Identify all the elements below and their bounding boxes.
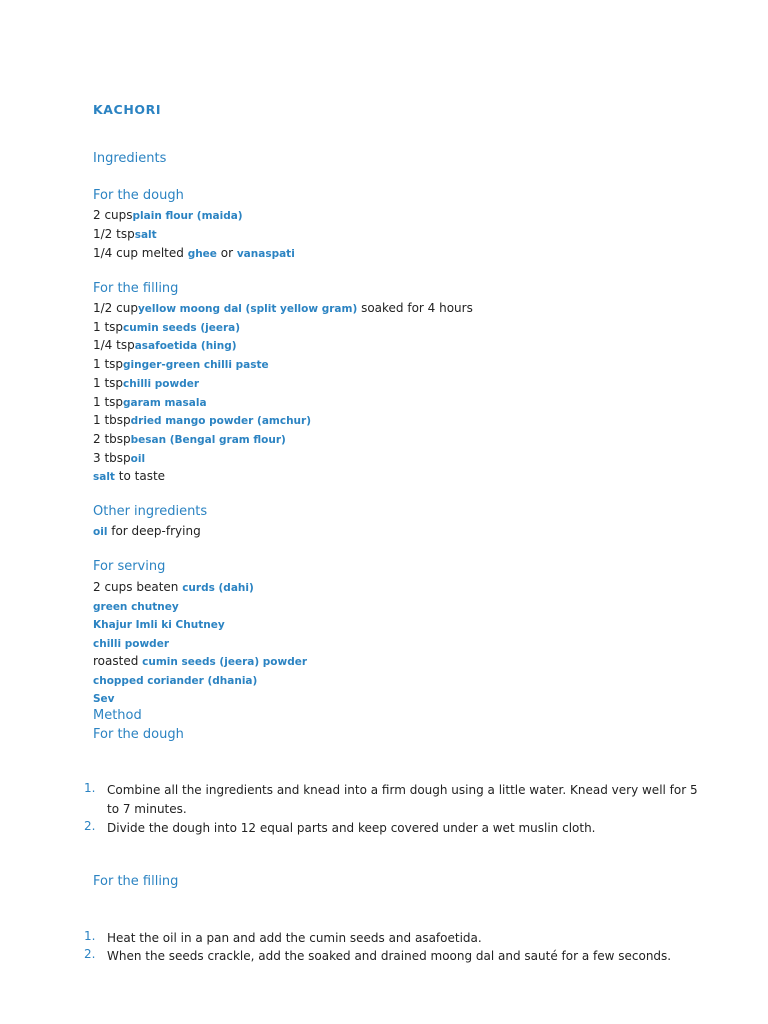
ingredient-line bbox=[93, 338, 237, 352]
step-text: Combine all the ingredients and knead into a firm dough using a little water. Knead very well for 5 to 7 minutes. bbox=[107, 783, 698, 816]
recipe-title: KACHORI bbox=[93, 102, 162, 117]
ingredient-quantity: roasted bbox=[93, 654, 143, 668]
ingredient-text: or bbox=[216, 246, 237, 260]
ingredient-link[interactable]: chilli powder bbox=[123, 377, 200, 390]
ingredient-note: soaked for 4 hours bbox=[357, 301, 473, 315]
ingredient-quantity: 1/4 tsp bbox=[93, 338, 135, 353]
ingredient-note: for deep-frying bbox=[107, 524, 201, 538]
ingredient-link[interactable]: salt bbox=[134, 229, 157, 241]
ingredient-link[interactable]: vanaspati bbox=[236, 248, 295, 260]
ingredient-link[interactable]: Khajur Imli ki Chutney bbox=[93, 619, 225, 631]
ingredient-line bbox=[93, 395, 207, 409]
ingredient-quantity: 2 cups bbox=[93, 208, 133, 222]
ingredient-quantity: 1/2 tsp bbox=[93, 227, 135, 241]
ingredient-note: to taste bbox=[114, 469, 166, 484]
ingredient-link[interactable]: curds (dahi) bbox=[182, 582, 254, 594]
ingredient-quantity: 1 tsp bbox=[93, 319, 124, 334]
ingredient-line bbox=[93, 301, 473, 315]
ingredient-link[interactable]: ginger-green chilli paste bbox=[123, 359, 269, 372]
ingredient-link[interactable]: chopped coriander (dhania) bbox=[93, 674, 258, 687]
ingredient-link[interactable]: asafoetida (hing) bbox=[134, 340, 237, 353]
serving-heading: For serving bbox=[93, 559, 166, 574]
ingredient-link[interactable]: plain flour (maida) bbox=[132, 210, 243, 222]
ingredient-quantity: 1 tbsp bbox=[93, 413, 131, 428]
method-filling-heading: For the filling bbox=[93, 874, 179, 889]
ingredient-quantity: 1 tsp bbox=[93, 375, 124, 390]
other-ingredients-heading: Other ingredients bbox=[93, 504, 208, 519]
ingredient-line bbox=[93, 617, 225, 631]
ingredient-line bbox=[93, 320, 240, 334]
ingredient-line bbox=[93, 227, 157, 241]
ingredient-link[interactable]: oil bbox=[93, 526, 108, 538]
dough-heading: For the dough bbox=[93, 188, 184, 203]
method-heading: Method bbox=[93, 708, 142, 723]
ingredient-line bbox=[93, 673, 257, 687]
ingredient-quantity: 2 cups beaten bbox=[93, 580, 183, 594]
ingredient-line bbox=[93, 654, 307, 668]
ingredient-line bbox=[93, 469, 165, 483]
step-text: Heat the oil in a pan and add the cumin seeds and asafoetida. bbox=[107, 931, 482, 945]
filling-heading: For the filling bbox=[93, 281, 179, 296]
step-text: Divide the dough into 12 equal parts and keep covered under a wet muslin cloth. bbox=[107, 821, 596, 835]
ingredient-link[interactable]: oil bbox=[130, 452, 146, 465]
ingredient-quantity: 3 tbsp bbox=[93, 450, 131, 465]
ingredient-link[interactable]: garam masala bbox=[123, 396, 207, 409]
ingredient-line bbox=[93, 246, 295, 260]
ingredient-line bbox=[93, 580, 254, 594]
ingredient-line bbox=[93, 691, 115, 705]
ingredient-link[interactable]: yellow moong dal (split yellow gram) bbox=[137, 303, 358, 315]
ingredient-quantity: 1 tsp bbox=[93, 357, 124, 372]
ingredient-link[interactable]: cumin seeds (jeera) bbox=[123, 321, 241, 334]
step-text: When the seeds crackle, add the soaked and drained moong dal and sauté for a few seconds. bbox=[107, 949, 672, 963]
ingredient-quantity: 1/2 cup bbox=[93, 301, 138, 315]
step-number: 1. bbox=[84, 929, 96, 943]
ingredients-heading: Ingredients bbox=[93, 151, 167, 166]
ingredient-link[interactable]: besan (Bengal gram flour) bbox=[130, 433, 286, 446]
ingredient-link[interactable]: cumin seeds (jeera) powder bbox=[142, 656, 308, 668]
ingredient-quantity: 1 tsp bbox=[93, 394, 124, 409]
method-dough-heading: For the dough bbox=[93, 727, 184, 742]
step-number: 2. bbox=[84, 819, 96, 833]
step-number: 1. bbox=[84, 781, 96, 795]
ingredient-line bbox=[93, 524, 201, 538]
ingredient-line bbox=[93, 357, 269, 371]
ingredient-link[interactable]: green chutney bbox=[93, 600, 179, 613]
ingredient-line bbox=[93, 599, 179, 613]
ingredient-line bbox=[93, 451, 145, 465]
ingredient-link[interactable]: ghee bbox=[187, 248, 217, 260]
ingredient-quantity: 1/4 cup melted bbox=[93, 246, 188, 260]
ingredient-link[interactable]: dried mango powder (amchur) bbox=[130, 415, 311, 428]
ingredient-line bbox=[93, 376, 199, 390]
ingredient-line bbox=[93, 432, 286, 446]
step-number: 2. bbox=[84, 947, 96, 961]
ingredient-link[interactable]: salt bbox=[93, 471, 115, 484]
ingredient-link[interactable]: Sev bbox=[93, 693, 115, 705]
ingredient-quantity: 2 tbsp bbox=[93, 431, 131, 446]
ingredient-line bbox=[93, 413, 311, 427]
ingredient-line bbox=[93, 208, 243, 222]
ingredient-link[interactable]: chilli powder bbox=[93, 637, 169, 650]
ingredient-line bbox=[93, 636, 169, 650]
